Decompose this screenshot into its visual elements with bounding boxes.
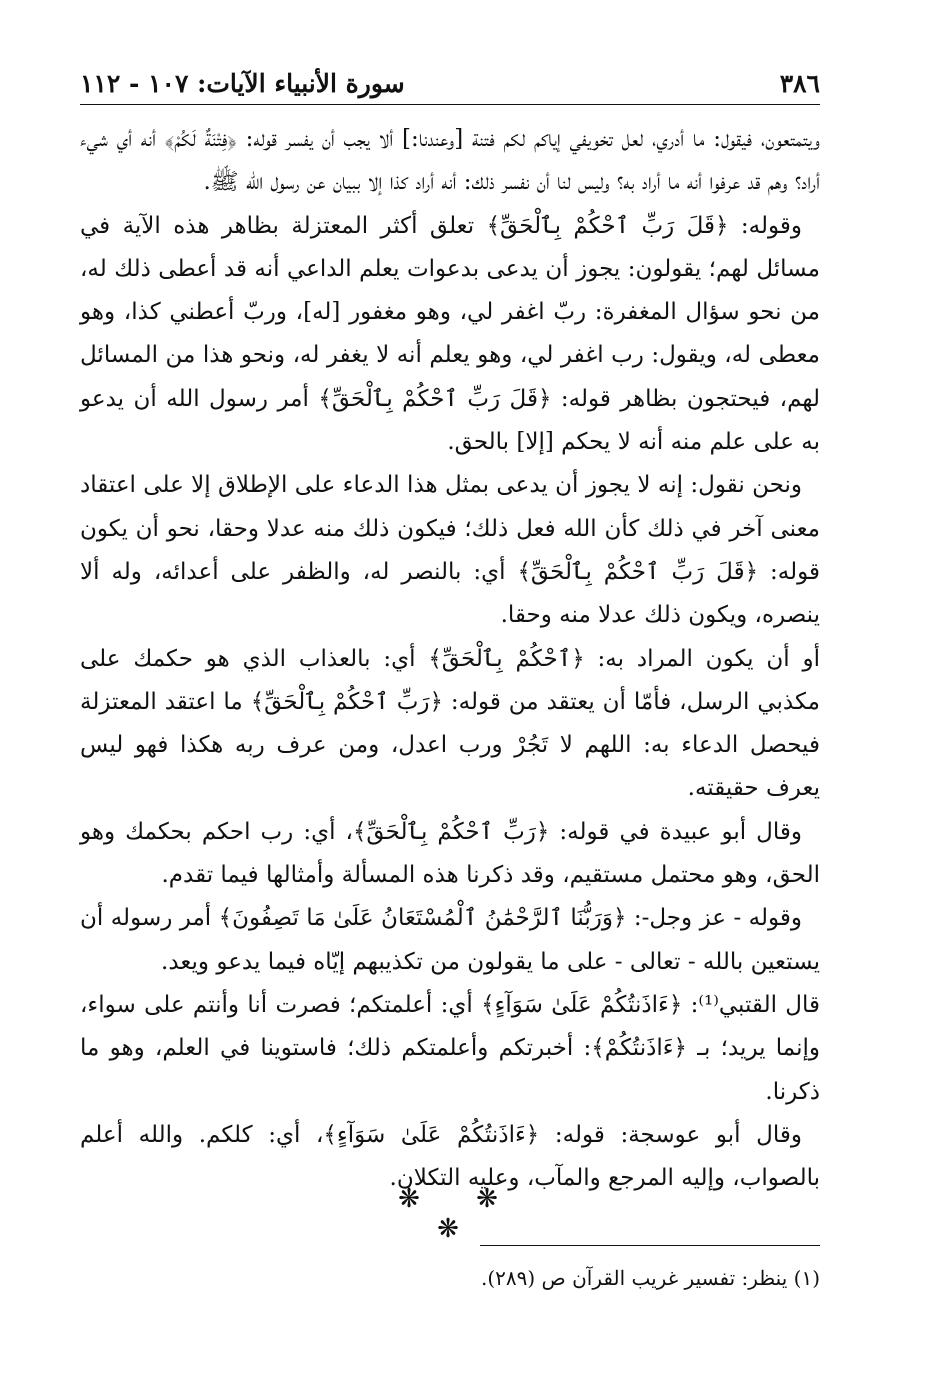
paragraph-5: وقال أبو عبيدة في قوله: ﴿رَبِّ ٱحْكُمْ بِٱلْحَقِّ﴾، أي: رب احكم بحكمك وهو الحق، وهو محتمل مستقيم، وقد ذكرنا هذه المسألة وأمثالها فيما تقدم. bbox=[80, 818, 820, 889]
running-title: سورة الأنبياء الآيات: ١٠٧ - ١١٢ bbox=[80, 69, 405, 98]
page-header bbox=[80, 58, 820, 98]
paragraph-8: وقال أبو عوسجة: قوله: ﴿ءَاذَنتُكُمْ عَلَىٰ سَوَآءٍ﴾، أي: كلكم. والله أعلم بالصواب، وإليه المرجع والمآب، وعليه التكلان. bbox=[80, 1121, 820, 1192]
footnote: (١) ينظر: تفسير غريب القرآن ص (٢٨٩). bbox=[480, 1266, 820, 1290]
paragraph-6: وقوله - عز وجل-: ﴿وَرَبُّنَا ٱلرَّحْمَٰنُ ٱلْمُسْتَعَانُ عَلَىٰ مَا تَصِفُونَ﴾ أمر رسوله أن يستعين بالله - تعالى - على ما يقولون من تكذيبهم إيّاه فيما يدعو ويعد. bbox=[80, 905, 820, 975]
page-number: ٣٨٦ bbox=[779, 69, 820, 98]
paragraph-3: ونحن نقول: إنه لا يجوز أن يدعى بمثل هذا الدعاء على الإطلاق إلا على اعتقاد معنى آخر في ذلك كأن الله فعل ذلك؛ فيكون ذلك منه عدلا وحقا، نحو أن يكون قوله: ﴿قَلَ رَبِّ ٱحْكُمْ بِٱلْحَقِّ﴾ أي: بالنصر له، والظفر على أعدائه، وله ألا ينصره، ويكون ذلك عدلا منه وحقا. bbox=[80, 472, 820, 629]
main-text bbox=[80, 118, 820, 1200]
header-divider bbox=[80, 104, 820, 105]
paragraph-1: ويتمتعون، فيقول: ما أدري، لعل تخويفي إياكم لكم فتنة [وعندنا:] ألا يجب أن يفسر قوله: ﴿فِتْنَةٌ لَكُمْ﴾ أنه أي شيء أراد؟ وهم قد عرفوا أنه ما أراد به؟ وليس لنا أن نفسر ذلك: أنه أراد كذا إلا ببيان عن رسول الله ﷺ. bbox=[80, 126, 820, 196]
section-separator: ❋ ❋ ❋ bbox=[398, 1184, 522, 1244]
paragraph-2: وقوله: ﴿قَلَ رَبِّ ٱحْكُمْ بِٱلْحَقِّ﴾ تعلق أكثر المعتزلة بظاهر هذه الآية في مسائل لهم؛ يقولون: يجوز أن يدعى بدعوات يعلم الداعي أنه قد أعطى ذلك له، من نحو سؤال المغفرة: ربّ اغفر لي، وهو مغفور [له]، وربّ أعطني كذا، وهو معطى له، ويقول: رب اغفر لي، وهو يعلم أنه لا يغفر له، ونحو هذا من المسائل لهم، فيحتجون بظاهر قوله: ﴿قَلَ رَبِّ ٱحْكُمْ بِٱلْحَقِّ﴾ أمر رسول الله أن يدعو به على علم منه أنه لا يحكم [إلا] بالحق. bbox=[80, 212, 820, 456]
footnote-divider bbox=[480, 1245, 820, 1246]
paragraph-4: أو أن يكون المراد به: ﴿ٱحْكُمْ بِٱلْحَقِّ﴾ أي: بالعذاب الذي هو حكمك على مكذبي الرسل، فأمّا أن يعتقد من قوله: ﴿رَبِّ ٱحْكُمْ بِٱلْحَقِّ﴾ ما اعتقد المعتزلة فيحصل الدعاء به: اللهم لا تَجُرْ ورب اعدل، ومن عرف ربه هكذا فهو ليس يعرف حقيقته. bbox=[80, 645, 820, 802]
paragraph-7: قال القتبي⁽¹⁾: ﴿ءَاذَنتُكُمْ عَلَىٰ سَوَآءٍ﴾ أي: أعلمتكم؛ فصرت أنا وأنتم على سواء، وإنما يريد؛ بـ ﴿ءَاذَنتُكُمْ﴾: أخبرتكم وأعلمتكم ذلك؛ فاستوينا في العلم، وهو ما ذكرنا. bbox=[80, 991, 820, 1105]
